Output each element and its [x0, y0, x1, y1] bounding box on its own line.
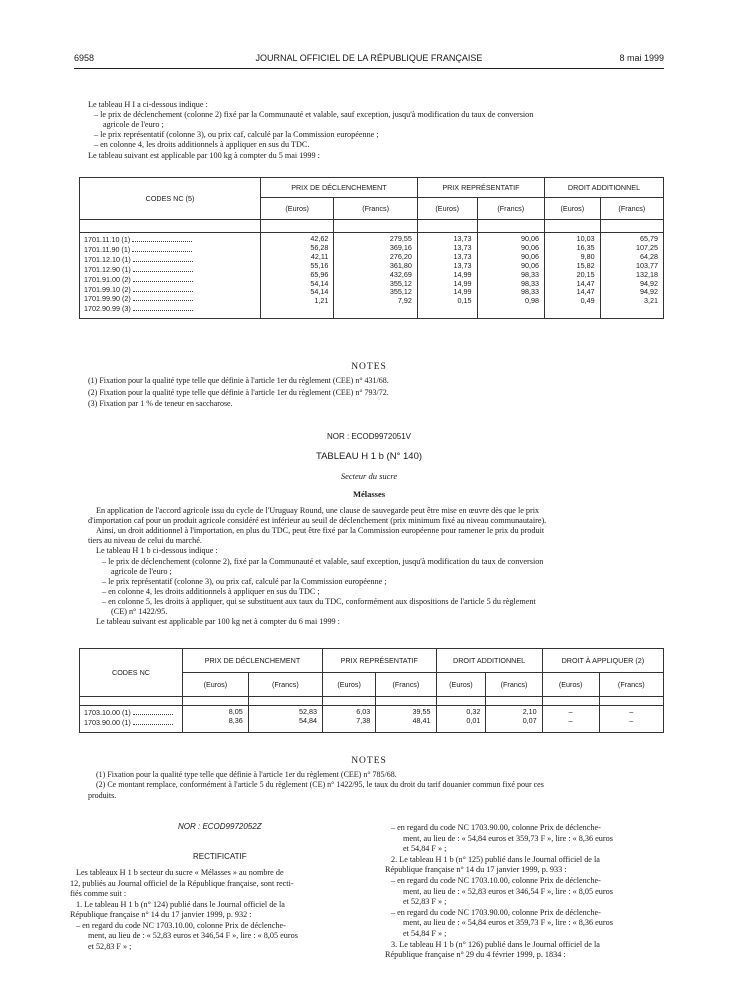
text-line: (2) Ce montant remplace, conformément à l'article 5 du règlement (CE) n° 1422/95, le taux du droit du tarif douanier commun fixé pour ces	[96, 780, 544, 790]
leader-dots	[133, 275, 193, 282]
code-cell	[84, 235, 260, 245]
text-line: En application de l'accord agricole issu du cycle de l'Uruguay Round, une clause de sauvegarde peut être mise en œuvre dès que le prix	[96, 506, 540, 515]
text-line: – en regard du code NC 1703.10.00, colonne Prix de déclenche-	[391, 876, 601, 885]
nc-code: 1701.12.90 (1)	[84, 264, 131, 274]
value-cell: 14,99	[453, 278, 472, 288]
notes-title: NOTES	[351, 362, 387, 372]
value-cell: 48,41	[412, 715, 431, 725]
value-cell: 39,55	[412, 707, 431, 716]
value-cell: 7,38	[356, 715, 371, 725]
text-line: ment, au lieu de : « 52,83 euros et 346,54 F », lire : « 8,05 euros	[88, 931, 298, 940]
text-line: (1) Fixation pour la qualité type telle que définie à l'article 1er du règlement (CEE) n° 785/68.	[96, 770, 397, 779]
value-cell: 1,21	[314, 296, 329, 306]
text-line: et 52,83 F » ;	[403, 897, 447, 907]
value-cell: 14,99	[453, 269, 472, 279]
code-cell	[84, 304, 260, 314]
value-cell: 55,16	[310, 260, 329, 270]
unit-header: (Francs)	[477, 198, 544, 220]
text-line: 12, publiés au Journal officiel de la République française, sont recti-	[70, 878, 294, 888]
group-header: PRIX DE DÉCLENCHEMENT	[183, 649, 323, 673]
code-cell	[84, 275, 260, 285]
value-cell: 432,69	[389, 269, 412, 279]
text-line: ment, au lieu de : « 54,84 euros et 359,73 F », lire : « 8,36 euros	[403, 833, 613, 843]
leader-dots	[133, 708, 173, 715]
value-cell: 42,11	[310, 251, 329, 261]
code-cell	[84, 718, 182, 728]
codes-header: CODES NC	[80, 649, 183, 697]
text-line: agricole de l'euro ;	[111, 566, 172, 576]
issue-date: 8 mai 1999	[619, 53, 664, 63]
value-cell: 90,06	[521, 251, 540, 261]
nc-code: 1701.12.10 (1)	[84, 254, 131, 264]
value-cell: 0,32	[466, 707, 481, 716]
page-header	[74, 53, 664, 67]
value-cell: 279,55	[389, 234, 412, 243]
text-line: Le tableau H 1 b ci-dessous indique :	[96, 546, 218, 556]
nc-code: 1701.91.00 (2)	[84, 274, 131, 284]
nc-code: 1701.11.10 (1)	[84, 235, 131, 244]
header-rule	[74, 68, 664, 69]
unit-header: (Euros)	[436, 673, 486, 697]
text-line: République française n° 14 du 17 janvier 1999, p. 933 :	[385, 865, 567, 875]
value-cell: 2,10	[522, 707, 537, 716]
group-header: DROIT ADDITIONNEL	[436, 649, 542, 673]
text-line: – en colonne 4, les droits additionnels à appliquer en sus du TDC ;	[102, 586, 320, 596]
leader-dots	[133, 255, 193, 262]
value-cell: 52,83	[298, 707, 317, 716]
text-line: – en regard du code NC 1703.10.00, colonne Prix de déclenche-	[76, 920, 286, 930]
value-cell: 107,25	[636, 242, 658, 252]
text-line: – en colonne 4, les droits additionnels à appliquer en sus du TDC.	[94, 140, 310, 150]
value-cell: 14,47	[576, 278, 595, 288]
value-cell: –	[629, 715, 634, 725]
text-line: (3) Fixation par 1 % de teneur en saccharose.	[88, 399, 233, 409]
value-cell: 0,49	[580, 296, 595, 306]
text-line: (CE) n° 1422/95.	[111, 607, 168, 616]
value-cell: 42,62	[310, 234, 329, 243]
value-cell: 13,73	[453, 251, 472, 261]
leader-dots	[133, 285, 193, 292]
text-line: 2. Le tableau H 1 b (n° 125) publié dans le Journal officiel de la	[391, 854, 600, 864]
sector-label: Secteur du sucre	[340, 471, 398, 481]
value-cell: 276,20	[389, 251, 412, 261]
text-line: tiers au niveau de celui du marché.	[88, 536, 202, 546]
value-cell: 98,33	[521, 269, 540, 279]
text-line: Ainsi, un droit additionnel à l'importation, en plus du TDC, peut être fixé par la Commission européenne pour ramener le prix du produit	[96, 526, 545, 536]
nc-code: 1703.10.00 (1)	[84, 708, 131, 717]
leader-dots	[133, 265, 193, 272]
value-cell: 16,35	[576, 242, 595, 252]
text-line: – le prix représentatif (colonne 3), ou prix caf, calculé par la Commission européenne ;	[94, 130, 379, 140]
value-cell: 7,92	[397, 296, 412, 306]
value-cell: 14,47	[576, 287, 595, 297]
value-cell: 54,14	[310, 287, 329, 297]
group-header: PRIX DE DÉCLENCHEMENT	[261, 178, 418, 198]
leader-dots	[133, 304, 193, 311]
value-cell: 6,03	[356, 707, 371, 716]
value-cell: 90,06	[521, 242, 540, 252]
value-cell: 15,82	[576, 260, 595, 270]
nc-code: 1703.90.00 (1)	[84, 717, 131, 727]
text-line: ment, au lieu de : « 52,83 euros et 346,54 F », lire : « 8,05 euros	[403, 886, 613, 896]
code-cell	[84, 285, 260, 295]
text-line: Le tableau suivant est applicable par 100 kg à compter du 5 mai 1999 :	[88, 150, 320, 160]
value-cell: 361,80	[389, 260, 412, 270]
unit-header: (Euros)	[261, 198, 334, 220]
text-line: et 54,84 F » ;	[403, 844, 447, 854]
value-cell: 56,28	[310, 242, 329, 252]
table-h1a	[79, 177, 664, 319]
value-cell: 94,92	[640, 287, 658, 297]
text-line: produits.	[88, 790, 117, 800]
unit-header: (Francs)	[334, 198, 418, 220]
value-cell: 54,14	[310, 278, 329, 288]
value-cell: 20,15	[576, 269, 595, 279]
value-cell: 103,77	[636, 260, 658, 270]
text-line: Le tableau suivant est applicable par 100 kg net à compter du 6 mai 1999 :	[96, 617, 340, 627]
unit-header: (Francs)	[599, 673, 663, 697]
text-line: 1. Le tableau H 1 b (n° 124) publié dans le Journal officiel de la	[76, 899, 285, 909]
text-line: – en colonne 5, les droits à appliquer, qui se substituent aux taux du TDC, conformément aux dispositions de l'article 5 du règlement	[102, 596, 536, 606]
journal-title: JOURNAL OFFICIEL DE LA RÉPUBLIQUE FRANÇAISE	[255, 53, 483, 63]
text-line: – le prix représentatif (colonne 3), ou prix caf, calculé par la Commission européenne ;	[102, 576, 387, 586]
value-cell: 64,28	[640, 251, 658, 261]
product-label: Mélasses	[352, 489, 386, 499]
value-cell: 54,84	[298, 715, 317, 725]
text-line: agricole de l'euro ;	[103, 120, 164, 130]
value-cell: 10,03	[576, 234, 595, 243]
code-cell	[84, 708, 182, 718]
value-cell: 98,33	[521, 287, 540, 297]
unit-header: (Francs)	[486, 673, 542, 697]
value-cell: 90,06	[521, 260, 540, 270]
text-line: (1) Fixation pour la qualité type telle que définie à l'article 1er du règlement (CEE) n° 431/68.	[88, 376, 389, 385]
text-line: d'importation caf pour un produit agricole considéré est inférieur au seuil de déclenchement (prix minimum fixé au niveau communautaire).	[88, 516, 547, 526]
value-cell: 98,33	[521, 278, 540, 288]
table-body-row	[80, 233, 664, 319]
table-title: TABLEAU H 1 b (N° 140)	[315, 451, 423, 462]
value-cell: 13,73	[453, 234, 472, 243]
text-line: et 52,83 F » ;	[88, 941, 132, 951]
value-cell: 65,96	[310, 269, 329, 279]
value-cell: –	[568, 715, 573, 725]
leader-dots	[132, 245, 192, 252]
text-line: (2) Fixation pour la qualité type telle que définie à l'article 1er du règlement (CEE) n° 793/72.	[88, 387, 389, 397]
table-body-row	[80, 706, 664, 733]
code-cell	[84, 265, 260, 275]
group-header: PRIX REPRÉSENTATIF	[322, 649, 436, 673]
leader-dots	[133, 718, 173, 725]
codes-header: CODES NC (5)	[80, 178, 261, 220]
value-cell: 355,12	[389, 278, 412, 288]
unit-header: (Francs)	[376, 673, 436, 697]
value-cell: 355,12	[389, 287, 412, 297]
text-line: 3. Le tableau H 1 b (n° 126) publié dans le Journal officiel de la	[391, 939, 600, 949]
nc-code: 1702.90.99 (3)	[84, 304, 131, 314]
page-number: 6958	[74, 53, 95, 63]
unit-header: (Euros)	[545, 198, 601, 220]
value-cell: 132,18	[636, 269, 658, 279]
unit-header: (Euros)	[322, 673, 375, 697]
leader-dots	[132, 235, 192, 242]
notes-title: NOTES	[351, 756, 387, 766]
value-cell: 94,92	[640, 278, 658, 288]
text-line: fiés comme suit :	[70, 889, 127, 898]
code-cell	[84, 294, 260, 304]
nc-code: 1701.99.90 (2)	[84, 294, 131, 304]
unit-header: (Francs)	[600, 198, 663, 220]
unit-header: (Euros)	[183, 673, 249, 697]
text-line: et 54,84 F » ;	[403, 929, 447, 938]
value-cell: 0,98	[525, 296, 540, 306]
value-cell: 0,01	[466, 715, 481, 725]
text-line: – en regard du code NC 1703.90.00, colonne Prix de déclenche-	[391, 907, 601, 917]
text-line: Le tableau H I a ci-dessous indique :	[88, 100, 208, 109]
group-header: DROIT ADDITIONNEL	[545, 178, 664, 198]
value-cell: 0,07	[522, 715, 537, 725]
value-cell: 9,80	[580, 251, 595, 261]
text-line: République française n° 29 du 4 février 1999, p. 1834 :	[385, 950, 566, 960]
text-line: – le prix de déclenchement (colonne 2), fixé par la Communauté et valable, sauf exception, jusqu'à modification du taux de conversion	[102, 556, 544, 566]
value-cell: 13,73	[453, 260, 472, 270]
value-cell: 14,99	[453, 287, 472, 297]
nor-reference: NOR : ECOD9972052Z	[178, 822, 262, 831]
text-line: – le prix de déclenchement (colonne 2) fixé par la Communauté et valable, sauf exception, jusqu'à modification du taux de conversion	[94, 110, 534, 120]
unit-header: (Euros)	[542, 673, 599, 697]
text-line: ment, au lieu de : « 54,84 euros et 359,73 F », lire : « 8,36 euros	[403, 918, 613, 928]
nc-code: 1701.11.90 (1)	[84, 244, 131, 254]
value-cell: 8,05	[228, 707, 243, 716]
value-cell: 3,21	[644, 296, 658, 306]
value-cell: 0,15	[457, 296, 472, 306]
nor-reference: NOR : ECOD9972051V	[326, 432, 412, 441]
value-cell: 369,16	[389, 242, 412, 252]
group-header: PRIX REPRÉSENTATIF	[417, 178, 544, 198]
value-cell: 8,36	[228, 715, 243, 725]
value-cell: 90,06	[521, 234, 540, 243]
unit-header: (Francs)	[248, 673, 322, 697]
code-cell	[84, 255, 260, 265]
value-cell: 65,79	[640, 234, 658, 243]
unit-header: (Euros)	[417, 198, 477, 220]
text-line: Les tableaux H 1 b secteur du sucre « Mélasses » au nombre de	[76, 868, 284, 877]
text-line: – en regard du code NC 1703.90.00, colonne Prix de déclenche-	[391, 823, 601, 832]
value-cell: –	[568, 707, 573, 716]
group-header: DROIT À APPLIQUER (2)	[542, 649, 663, 673]
text-line: République française n° 14 du 17 janvier 1999, p. 932 :	[70, 910, 252, 919]
table-h1b	[79, 648, 664, 733]
leader-dots	[133, 294, 193, 301]
value-cell: 13,73	[453, 242, 472, 252]
value-cell: –	[629, 707, 634, 716]
code-cell	[84, 245, 260, 255]
rectificatif-title: RECTIFICATIF	[193, 852, 247, 861]
nc-code: 1701.99.10 (2)	[84, 284, 131, 294]
